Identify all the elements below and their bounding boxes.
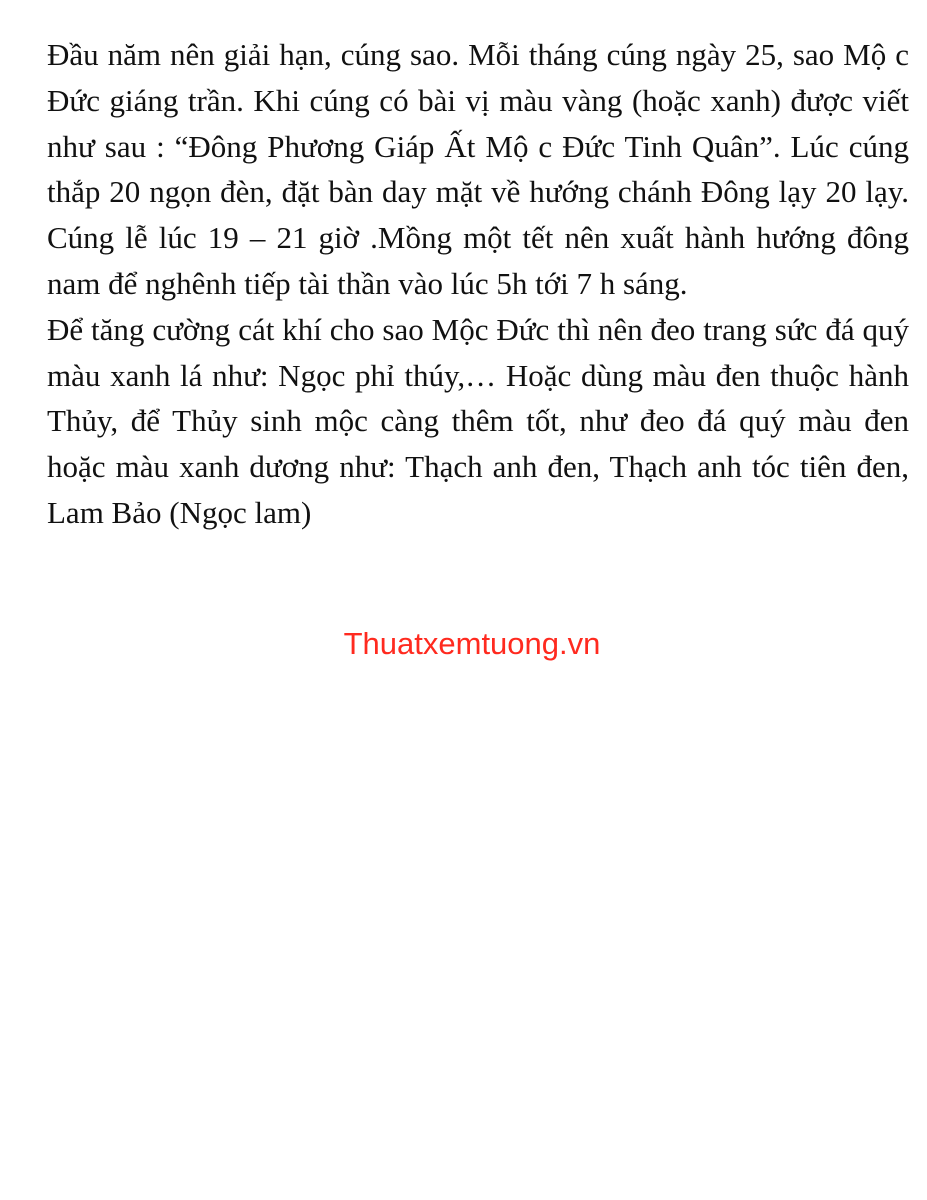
watermark-site-name: Thuatxemtuong.vn [343,626,601,661]
paragraph-worship-instructions: Đầu năm nên giải hạn, cúng sao. Mỗi tháng cúng ngày 25, sao Mộ c Đức giáng trần. Khi cúng có bài vị màu vàng (hoặc xanh) được viết như sau : “Đông Phương Giáp Ất Mộ c Đức Tinh Quân”. Lúc cúng thắp 20 ngọn đèn, đặt bàn day mặt về hướng chánh Đông lạy 20 lạy. Cúng lễ lúc 19 – 21 giờ .Mồng một tết nên xuất hành hướng đông nam để nghênh tiếp tài thần vào lúc 5h tới 7 h sáng. [47,37,909,301]
document-body [47,32,909,536]
paragraph-gemstone-advice: Để tăng cường cát khí cho sao Mộc Đức thì nên đeo trang sức đá quý màu xanh lá như: Ngọc phỉ thúy,… Hoặc dùng màu đen thuộc hành Thủy, để Thủy sinh mộc càng thêm tốt, như đeo đá quý màu đen hoặc màu xanh dương như: Thạch anh đen, Thạch anh tóc tiên đen, Lam Bảo (Ngọc lam) [47,311,909,530]
